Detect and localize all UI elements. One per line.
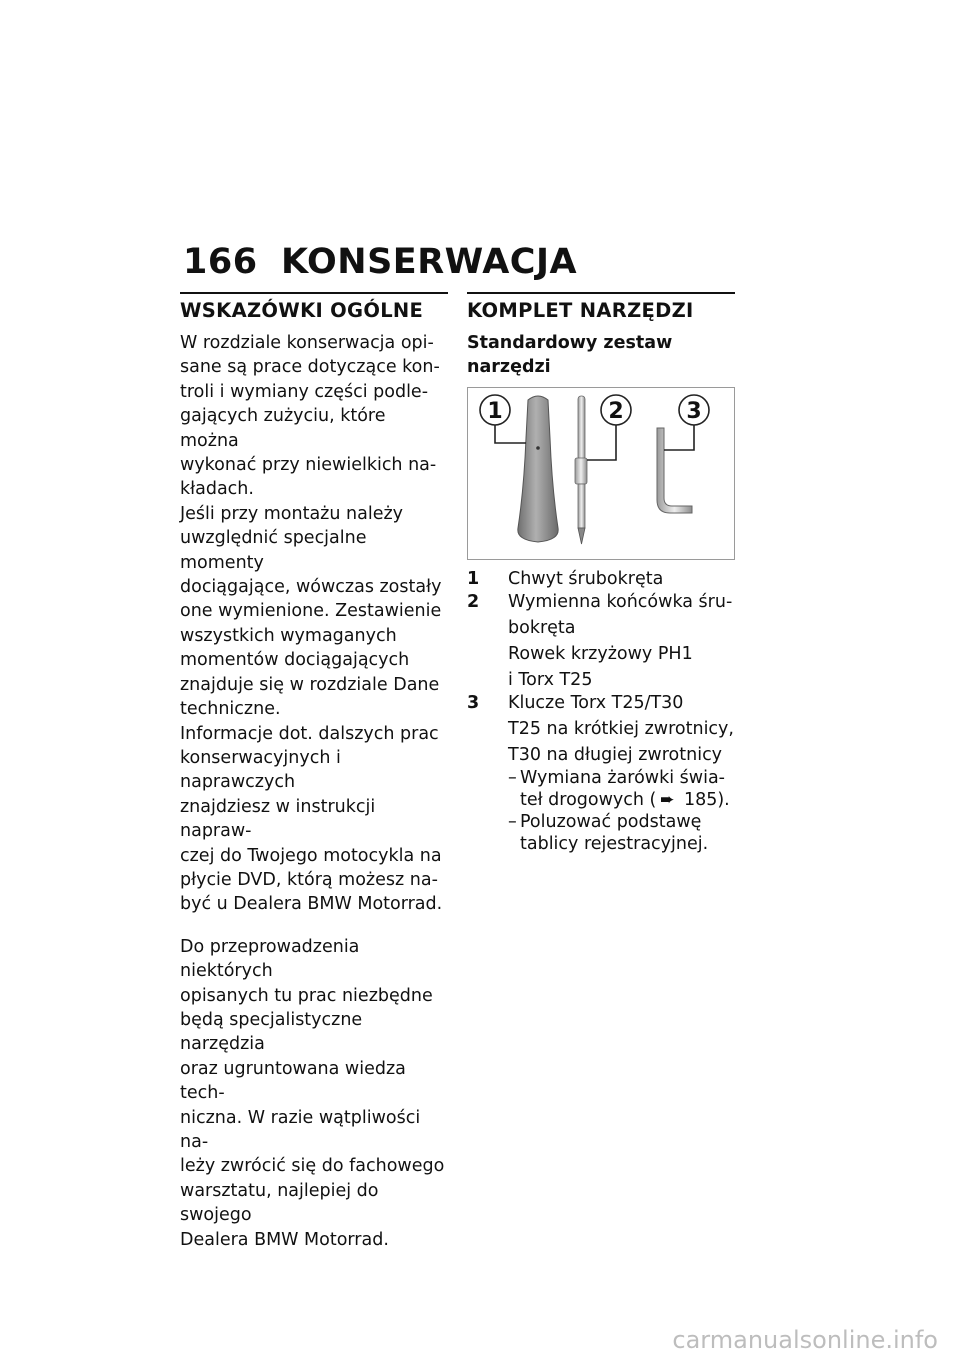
bullet-dash: – <box>508 812 517 832</box>
section-title-toolkit: KOMPLET NARZĘDZI <box>467 299 694 322</box>
legend-text: i Torx T25 <box>508 670 593 690</box>
legend-item <box>467 568 735 591</box>
callout-label-1: 1 <box>487 399 503 424</box>
section-rule <box>180 292 448 294</box>
toolkit-figure <box>467 387 735 560</box>
screwdriver-handle-icon <box>518 396 558 542</box>
figure-legend <box>467 568 735 855</box>
bullet-text <box>520 767 735 811</box>
legend-item <box>467 692 735 855</box>
general-paragraph-1: W rozdziale konserwacja opi- sane są prace dotyczące kon- troli i wymiany części podle- gających zużyciu, które można wykonać przy niewielkich na- kładach. Jeśli przy montażu należy uwzględnić specjalne momenty dociągające, wówczas zostały one wymienione. Zestawienie wszystkich wymaganych momentów dociągających znajduje się w rozdziale Dane techniczne. Informacje dot. dalszych prac konserwacyjnych i naprawczych znajdziesz w instrukcji napraw- czej do Twojego motocykla na płycie DVD, którą możesz na- być u Dealera BMW Motorrad. <box>180 333 443 915</box>
watermark: carmanualsonline.info <box>672 1326 938 1354</box>
legend-number: 2 <box>467 592 480 612</box>
chapter-title: KONSERWACJA <box>281 242 578 282</box>
bullet-item <box>508 767 735 811</box>
callout-label-3: 3 <box>686 399 702 424</box>
torx-wrench-icon <box>657 428 692 513</box>
legend-text: Wymienna końcówka śru- <box>508 592 733 612</box>
section-title-general: WSKAZÓWKI OGÓLNE <box>180 299 424 322</box>
legend-text: T25 na krótkiej zwrotnicy, <box>508 719 734 739</box>
page-header <box>183 242 577 282</box>
legend-number: 1 <box>467 569 480 589</box>
toolkit-subtitle: Standardowy zestaw narzędzi <box>467 333 673 377</box>
legend-text: Klucze Torx T25/T30 <box>508 693 684 713</box>
arrow-ref-icon: ➨ <box>660 790 675 810</box>
legend-text: bokręta <box>508 618 576 638</box>
bullet-text-part: Wymiana żarówki świa- teł drogowych ( <box>520 768 725 810</box>
callout-label-2: 2 <box>608 399 624 424</box>
legend-item <box>467 591 735 692</box>
bullet-dash: – <box>508 768 517 788</box>
right-column <box>467 292 735 855</box>
legend-text: Rowek krzyżowy PH1 <box>508 644 693 664</box>
section-rule <box>467 292 735 294</box>
legend-text: Chwyt śrubokręta <box>508 569 664 589</box>
page-number: 166 <box>183 242 258 282</box>
bullet-item <box>508 811 735 855</box>
toolkit-illustration <box>468 388 734 559</box>
page-reference: 185). <box>678 790 730 810</box>
screwdriver-bit-icon <box>575 396 587 544</box>
legend-text: T30 na długiej zwrotnicy <box>508 745 723 765</box>
legend-number: 3 <box>467 693 480 713</box>
general-paragraph-2: Do przeprowadzenia niektórych opisanych tu prac niezbędne będą specjalistyczne narzędzia oraz ugruntowana wiedza tech- niczna. W razie wątpliwości na- leży zwrócić się do fachowego warsztatu, najlepiej do swojego Dealera BMW Motorrad. <box>180 936 445 1250</box>
left-column <box>180 292 448 1252</box>
bullet-text: Poluzować podstawę tablicy rejestracyjnej. <box>520 812 709 854</box>
